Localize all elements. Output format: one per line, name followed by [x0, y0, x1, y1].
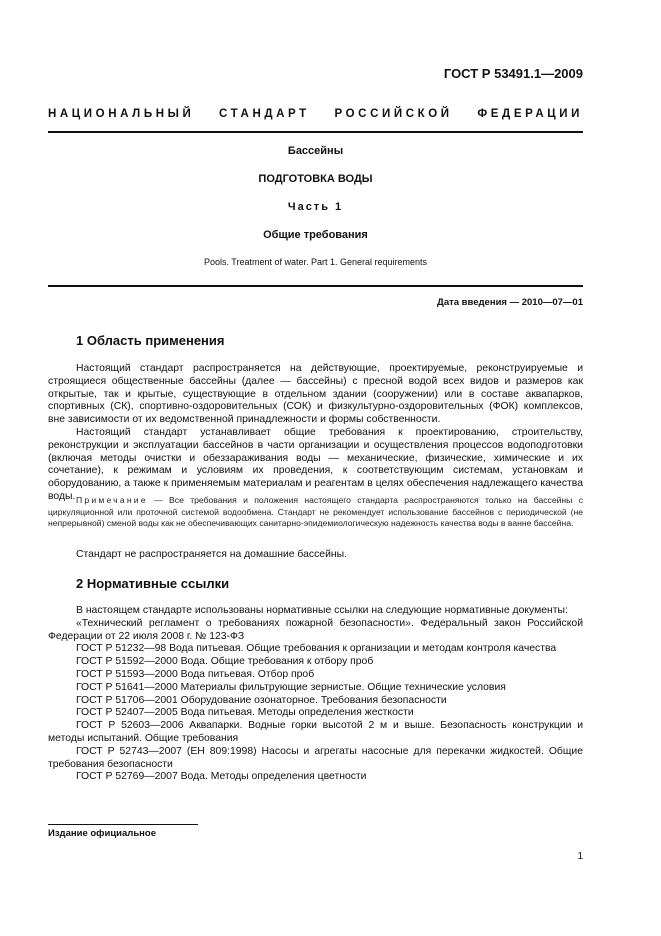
reference-item: ГОСТ Р 52603—2006 Аквапарки. Водные горки высотой 2 м и выше. Безопасность конструкции и методы испытаний. Общие требования: [48, 720, 583, 744]
page-number: 1: [577, 851, 583, 862]
title-part: Часть 1: [287, 201, 344, 213]
section-1-paragraph-1: Настоящий стандарт распространяется на действующие, проектируемые, реконструируемые и строящиеся общественные бассейны (далее — бассейны) с пресной водой всех видов и размеров как открытые, так и крытые, существующие в отдельном здании (сооружении) или в составе аквапарков, спортивных (СК), спортивно-оздоровительных (СОК) и физкультурно-оздоровительных (ФОК) комплексов, вне зависимости от их ведомственной принадлежности и формы собственности.: [48, 363, 583, 426]
title-line-2: ПОДГОТОВКА ВОДЫ: [258, 173, 373, 185]
section-1-paragraph-2: Настоящий стандарт устанавливает общие требования к проектированию, строительству, реконструкции и эксплуатации бассейнов в части организации и осуществления процессов водоподготовки (включая методы очистки и обеззараживания воды — механические, физические, химические и их сочетание), к режимам и условиям их проведения, к соответствующим системам, установкам и оборудованию, а также к применяемым материалам и реагентам в целях обеспечения надлежащего качества воды.: [48, 426, 583, 502]
section-2-body: [48, 605, 583, 784]
reference-item: ГОСТ Р 52769—2007 Вода. Методы определения цветности: [76, 771, 367, 783]
note-label: Примечание: [76, 495, 148, 505]
title-line-4: Общие требования: [263, 229, 368, 241]
reference-item: ГОСТ Р 52743—2007 (ЕН 809:1998) Насосы и агрегаты насосные для перекачки жидкостей. Общие требования безопасности: [48, 745, 583, 770]
national-standard-banner: НАЦИОНАЛЬНЫЙ СТАНДАРТ РОССИЙСКОЙ ФЕДЕРАЦИИ: [48, 108, 583, 120]
reference-item: ГОСТ Р 51641—2000 Материалы фильтрующие зернистые. Общие технические условия: [76, 681, 506, 693]
section-2-intro: В настоящем стандарте использованы нормативные ссылки на следующие нормативные документы:: [76, 605, 568, 616]
reference-item: «Технический регламент о требованиях пожарной безопасности». Федеральный закон Российской Федерации от 22 июля 2008 г. № 123-ФЗ: [48, 617, 583, 642]
section-1: [48, 333, 583, 348]
title-english: Pools. Treatment of water. Part 1. General requirements: [203, 257, 428, 267]
title-line-1: Бассейны: [287, 145, 344, 157]
section-1-heading: 1 Область применения: [76, 333, 225, 348]
header-divider: [48, 131, 583, 133]
reference-item: ГОСТ Р 52407—2005 Вода питьевая. Методы определения жесткости: [76, 707, 414, 719]
note-paragraph: [48, 495, 583, 530]
section-2-heading: 2 Нормативные ссылки: [76, 576, 230, 591]
section-1-note: [48, 495, 583, 530]
section-1-tail: [48, 549, 583, 562]
footer-divider: [48, 824, 198, 825]
reference-item: ГОСТ Р 51706—2001 Оборудование озонаторное. Требования безопасности: [76, 694, 447, 706]
section-1-body: [48, 363, 583, 504]
edition-label: Издание официальное: [48, 828, 156, 839]
section-2: [48, 576, 583, 591]
reference-item: ГОСТ Р 51592—2000 Вода. Общие требования к отбору проб: [76, 656, 374, 668]
document-id: ГОСТ Р 53491.1—2009: [443, 66, 583, 81]
introduction-date: Дата введения — 2010—07—01: [437, 297, 583, 308]
reference-item: ГОСТ Р 51593—2000 Вода питьевая. Отбор проб: [76, 668, 315, 680]
note-text: — Все требования и положения настоящего стандарта распространяются только на бассейны с циркуляционной или проточной системой водообмена. Стандарт не рекомендует использование бассейнов с периодической (не непрерывной) сменой воды как не обеспечивающих санитарно-эпидемиологическую надежность качества воды в ванне бассейна.: [48, 495, 583, 528]
reference-item: ГОСТ Р 51232—98 Вода питьевая. Общие требования к организации и методам контроля качества: [76, 643, 557, 655]
title-divider: [48, 285, 583, 287]
section-1-paragraph-3: Стандарт не распространяется на домашние бассейны.: [76, 549, 347, 560]
